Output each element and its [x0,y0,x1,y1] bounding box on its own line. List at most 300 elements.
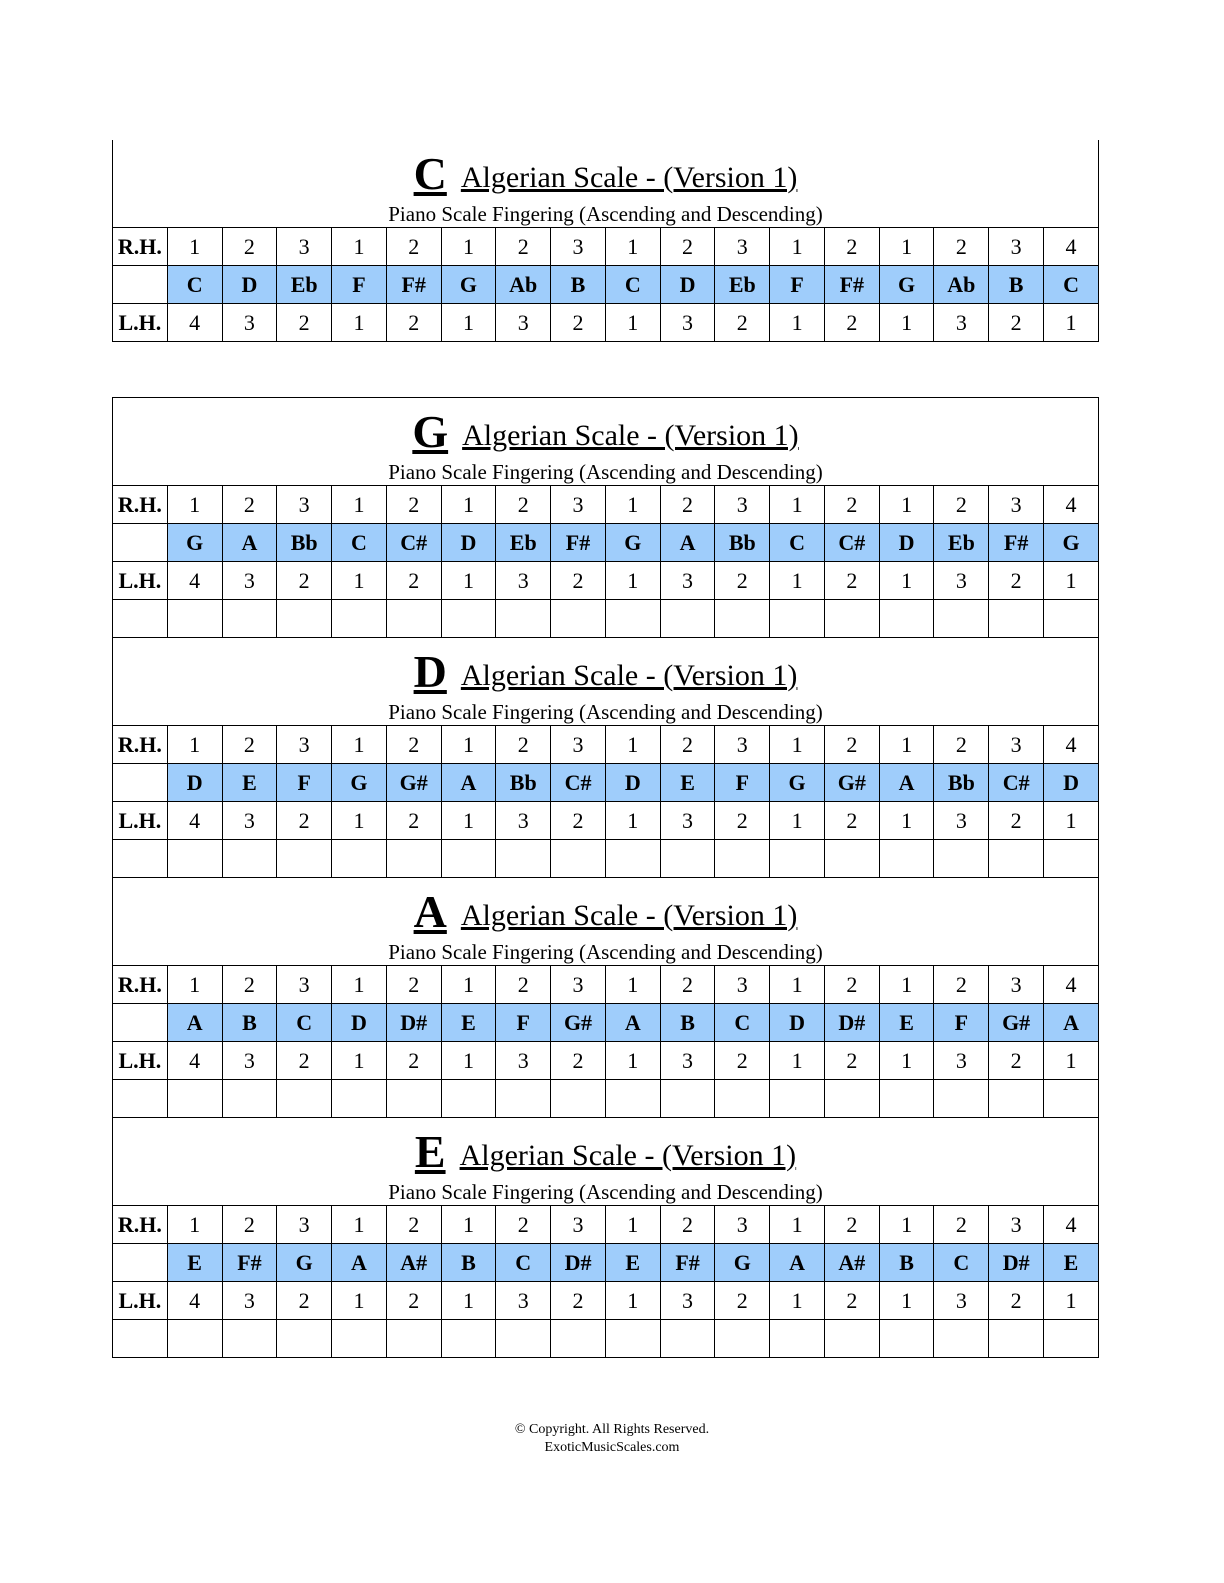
scale-title [113,639,1098,698]
note-cell: A [605,1004,660,1042]
notes-label-empty [113,1004,168,1042]
lh-finger: 3 [934,1282,989,1320]
note-cell: B [989,266,1044,304]
note-cell: D [1044,764,1099,802]
lh-fingering-row [113,562,1099,600]
note-cell: Ab [934,266,989,304]
note-cell: F# [660,1244,715,1282]
blank-cell [551,1080,606,1118]
blank-cell [660,840,715,878]
blank-cell [332,840,387,878]
notes-row [113,266,1099,304]
rh-finger: 3 [277,726,332,764]
blank-cell [167,1080,222,1118]
scale-title-cell [113,638,1099,726]
notes-label-empty [113,1244,168,1282]
rh-finger: 1 [770,1206,825,1244]
blank-cell [605,600,660,638]
rh-finger: 2 [934,966,989,1004]
note-cell: D [660,266,715,304]
rh-finger: 2 [496,966,551,1004]
blank-cell [824,1320,879,1358]
lh-finger: 2 [386,802,441,840]
rh-finger: 3 [277,486,332,524]
blank-cell [277,600,332,638]
blank-row [113,1080,1099,1118]
lh-finger: 1 [1044,1282,1099,1320]
lh-finger: 4 [167,802,222,840]
blank-cell [660,600,715,638]
lh-finger: 2 [386,1282,441,1320]
lh-finger: 3 [660,1282,715,1320]
blank-cell [386,1080,441,1118]
lh-finger: 2 [989,1282,1044,1320]
note-cell: Eb [715,266,770,304]
lh-finger: 1 [441,1042,496,1080]
scale-name: Algerian Scale - (Version 1) [459,1138,797,1172]
note-cell: A [1044,1004,1099,1042]
rh-finger: 2 [934,1206,989,1244]
note-cell: G [441,266,496,304]
lh-finger: 1 [770,304,825,342]
note-cell: G [770,764,825,802]
note-cell: F# [222,1244,277,1282]
lh-finger: 2 [551,1042,606,1080]
lh-finger: 2 [989,1042,1044,1080]
lh-finger: 1 [605,802,660,840]
rh-label: R.H. [113,486,168,524]
note-cell: Bb [715,524,770,562]
note-cell: Bb [496,764,551,802]
note-cell: E [879,1004,934,1042]
rh-finger: 2 [222,228,277,266]
scale-title-row [113,1118,1099,1206]
blank-cell [989,1320,1044,1358]
rh-finger: 2 [222,1206,277,1244]
note-cell: D [441,524,496,562]
note-cell: D# [551,1244,606,1282]
scale-key: A [413,885,447,937]
note-cell: D [605,764,660,802]
blank-cell [496,840,551,878]
note-cell: A [660,524,715,562]
lh-finger: 1 [332,304,387,342]
rh-finger: 2 [934,726,989,764]
lh-finger: 3 [496,802,551,840]
blank-cell [113,840,168,878]
rh-finger: 2 [660,1206,715,1244]
lh-finger: 1 [605,304,660,342]
blank-cell [715,1320,770,1358]
lh-fingering-row [113,1042,1099,1080]
rh-finger: 2 [222,966,277,1004]
blank-cell [1044,1080,1099,1118]
lh-finger: 3 [496,304,551,342]
blank-cell [222,840,277,878]
lh-finger: 1 [605,1042,660,1080]
note-cell: G [332,764,387,802]
blank-cell [605,840,660,878]
note-cell: E [222,764,277,802]
lh-finger: 2 [824,304,879,342]
lh-finger: 4 [167,1042,222,1080]
note-cell: G# [386,764,441,802]
rh-finger: 1 [605,726,660,764]
blank-cell [660,1320,715,1358]
rh-finger: 1 [605,228,660,266]
note-cell: D [332,1004,387,1042]
site-name: ExoticMusicScales.com [544,1440,680,1455]
lh-finger: 1 [879,562,934,600]
scale-subtitle: Piano Scale Fingering (Ascending and Descending) [388,201,823,226]
lh-fingering-row [113,1282,1099,1320]
lh-finger: 1 [879,1282,934,1320]
lh-finger: 4 [167,1282,222,1320]
note-cell: C [770,524,825,562]
rh-finger: 3 [715,1206,770,1244]
rh-finger: 3 [551,966,606,1004]
note-cell: B [879,1244,934,1282]
scale-table-group [112,397,1099,1358]
notes-row [113,1244,1099,1282]
lh-finger: 1 [332,562,387,600]
rh-finger: 1 [332,228,387,266]
lh-finger: 1 [332,1042,387,1080]
rh-finger: 1 [332,726,387,764]
blank-cell [551,1320,606,1358]
note-cell: C# [386,524,441,562]
blank-cell [496,1320,551,1358]
rh-finger: 3 [277,966,332,1004]
lh-finger: 3 [496,562,551,600]
scale-subtitle: Piano Scale Fingering (Ascending and Descending) [388,939,823,964]
blank-cell [167,1320,222,1358]
lh-finger: 2 [715,802,770,840]
scale-title [113,399,1098,458]
scale-subtitle: Piano Scale Fingering (Ascending and Descending) [388,1179,823,1204]
notes-row [113,524,1099,562]
rh-finger: 1 [879,726,934,764]
blank-cell [386,1320,441,1358]
lh-finger: 1 [770,1042,825,1080]
rh-finger: 3 [277,228,332,266]
note-cell: A# [824,1244,879,1282]
copyright-text: © Copyright. All Rights Reserved. [514,1422,710,1437]
lh-finger: 3 [222,802,277,840]
rh-fingering-row [113,966,1099,1004]
lh-finger: 1 [879,304,934,342]
lh-label: L.H. [113,1042,168,1080]
rh-finger: 1 [605,966,660,1004]
blank-row [113,1320,1099,1358]
note-cell: E [660,764,715,802]
rh-finger: 1 [332,1206,387,1244]
lh-finger: 1 [605,1282,660,1320]
lh-finger: 1 [1044,802,1099,840]
rh-finger: 2 [222,486,277,524]
blank-cell [1044,600,1099,638]
rh-label: R.H. [113,1206,168,1244]
scale-title [113,879,1098,938]
rh-finger: 2 [660,228,715,266]
lh-finger: 2 [386,1042,441,1080]
lh-fingering-row [113,304,1099,342]
rh-finger: 3 [989,486,1044,524]
lh-finger: 3 [222,304,277,342]
notes-row [113,1004,1099,1042]
note-cell: F [277,764,332,802]
page-footer [0,1421,1224,1457]
note-cell: C# [824,524,879,562]
note-cell: E [441,1004,496,1042]
note-cell: E [605,1244,660,1282]
blank-cell [1044,1320,1099,1358]
lh-finger: 3 [496,1042,551,1080]
blank-cell [441,600,496,638]
rh-finger: 2 [824,726,879,764]
scale-title-row [113,638,1099,726]
rh-finger: 1 [441,228,496,266]
scale-title-row [113,878,1099,966]
rh-finger: 2 [386,966,441,1004]
note-cell: B [660,1004,715,1042]
note-cell: F [715,764,770,802]
lh-finger: 1 [441,304,496,342]
lh-finger: 1 [770,802,825,840]
notes-label-empty [113,764,168,802]
note-cell: F [496,1004,551,1042]
blank-cell [551,840,606,878]
rh-finger: 1 [879,486,934,524]
blank-cell [222,1080,277,1118]
lh-finger: 2 [277,802,332,840]
note-cell: G# [551,1004,606,1042]
blank-cell [222,1320,277,1358]
blank-cell [167,600,222,638]
lh-finger: 1 [441,562,496,600]
scale-subtitle: Piano Scale Fingering (Ascending and Descending) [388,459,823,484]
note-cell: C [934,1244,989,1282]
lh-finger: 1 [1044,562,1099,600]
blank-cell [332,1080,387,1118]
lh-finger: 2 [715,562,770,600]
note-cell: Eb [496,524,551,562]
note-cell: G [715,1244,770,1282]
rh-finger: 1 [167,726,222,764]
rh-finger: 2 [660,726,715,764]
rh-finger: 2 [496,228,551,266]
blank-cell [879,1320,934,1358]
note-cell: Bb [934,764,989,802]
blank-cell [770,1080,825,1118]
lh-finger: 2 [715,1042,770,1080]
note-cell: A [879,764,934,802]
lh-finger: 1 [879,1042,934,1080]
lh-finger: 2 [551,802,606,840]
note-cell: C [277,1004,332,1042]
note-cell: G [605,524,660,562]
note-cell: A [332,1244,387,1282]
scale-title-row [113,140,1099,228]
lh-finger: 2 [386,562,441,600]
blank-cell [277,1320,332,1358]
lh-finger: 3 [660,802,715,840]
lh-finger: 1 [770,562,825,600]
blank-cell [332,600,387,638]
lh-finger: 2 [824,1282,879,1320]
lh-fingering-row [113,802,1099,840]
lh-finger: 2 [824,802,879,840]
lh-finger: 3 [934,1042,989,1080]
blank-cell [879,1080,934,1118]
lh-finger: 2 [989,304,1044,342]
notes-row [113,764,1099,802]
rh-finger: 1 [770,966,825,1004]
rh-finger: 4 [1044,486,1099,524]
note-cell: F [934,1004,989,1042]
blank-cell [715,840,770,878]
note-cell: A [222,524,277,562]
rh-finger: 1 [332,486,387,524]
note-cell: A [770,1244,825,1282]
rh-fingering-row [113,726,1099,764]
blank-cell [441,1080,496,1118]
note-cell: C [1044,266,1099,304]
rh-finger: 3 [989,966,1044,1004]
rh-finger: 1 [332,966,387,1004]
lh-finger: 1 [441,1282,496,1320]
lh-finger: 1 [879,802,934,840]
rh-finger: 2 [824,1206,879,1244]
scale-title-cell [113,140,1099,228]
rh-finger: 2 [386,228,441,266]
lh-finger: 2 [386,304,441,342]
rh-fingering-row [113,486,1099,524]
note-cell: D# [989,1244,1044,1282]
rh-finger: 2 [934,486,989,524]
rh-finger: 3 [277,1206,332,1244]
notes-label-empty [113,524,168,562]
lh-finger: 3 [660,562,715,600]
lh-finger: 2 [715,304,770,342]
note-cell: F# [551,524,606,562]
lh-finger: 2 [277,304,332,342]
rh-finger: 1 [441,486,496,524]
blank-cell [441,840,496,878]
blank-cell [934,1080,989,1118]
rh-finger: 2 [496,486,551,524]
rh-finger: 1 [770,726,825,764]
note-cell: C [715,1004,770,1042]
rh-fingering-row [113,1206,1099,1244]
rh-finger: 3 [551,228,606,266]
scale-name: Algerian Scale - (Version 1) [460,160,798,194]
lh-finger: 3 [660,304,715,342]
lh-finger: 3 [222,562,277,600]
lh-finger: 2 [551,304,606,342]
lh-label: L.H. [113,304,168,342]
blank-cell [989,840,1044,878]
blank-cell [824,600,879,638]
blank-cell [551,600,606,638]
lh-finger: 3 [660,1042,715,1080]
note-cell: G# [824,764,879,802]
rh-label: R.H. [113,966,168,1004]
note-cell: G# [989,1004,1044,1042]
blank-row [113,840,1099,878]
scale-subtitle: Piano Scale Fingering (Ascending and Descending) [388,699,823,724]
blank-cell [167,840,222,878]
note-cell: C# [551,764,606,802]
rh-finger: 2 [660,966,715,1004]
blank-cell [824,1080,879,1118]
note-cell: G [879,266,934,304]
scale-key: E [414,1125,446,1177]
lh-label: L.H. [113,562,168,600]
rh-finger: 1 [770,228,825,266]
lh-finger: 3 [934,802,989,840]
lh-finger: 3 [222,1282,277,1320]
rh-finger: 4 [1044,228,1099,266]
lh-finger: 2 [989,562,1044,600]
scale-title [113,1119,1098,1178]
lh-finger: 2 [824,562,879,600]
rh-finger: 2 [386,486,441,524]
rh-finger: 4 [1044,966,1099,1004]
note-cell: G [277,1244,332,1282]
blank-cell [989,600,1044,638]
rh-finger: 1 [770,486,825,524]
scale-name: Algerian Scale - (Version 1) [462,418,799,452]
lh-finger: 1 [605,562,660,600]
note-cell: Eb [277,266,332,304]
note-cell: B [441,1244,496,1282]
lh-label: L.H. [113,802,168,840]
lh-finger: 2 [277,1042,332,1080]
note-cell: A [167,1004,222,1042]
note-cell: F [770,266,825,304]
note-cell: E [167,1244,222,1282]
rh-finger: 1 [441,1206,496,1244]
rh-finger: 2 [824,228,879,266]
lh-finger: 4 [167,562,222,600]
rh-finger: 1 [879,1206,934,1244]
blank-cell [879,840,934,878]
note-cell: Bb [277,524,332,562]
note-cell: D# [824,1004,879,1042]
note-cell: F# [386,266,441,304]
rh-finger: 2 [824,486,879,524]
rh-finger: 3 [551,486,606,524]
rh-finger: 3 [715,486,770,524]
rh-finger: 2 [660,486,715,524]
rh-finger: 1 [605,1206,660,1244]
blank-cell [605,1080,660,1118]
rh-label: R.H. [113,228,168,266]
blank-cell [934,840,989,878]
lh-finger: 1 [1044,304,1099,342]
note-cell: B [551,266,606,304]
lh-finger: 3 [934,562,989,600]
rh-finger: 3 [551,1206,606,1244]
scale-title [113,141,1098,200]
blank-cell [934,1320,989,1358]
lh-finger: 2 [551,1282,606,1320]
note-cell: D [222,266,277,304]
rh-finger: 3 [715,966,770,1004]
blank-cell [332,1320,387,1358]
lh-finger: 1 [770,1282,825,1320]
